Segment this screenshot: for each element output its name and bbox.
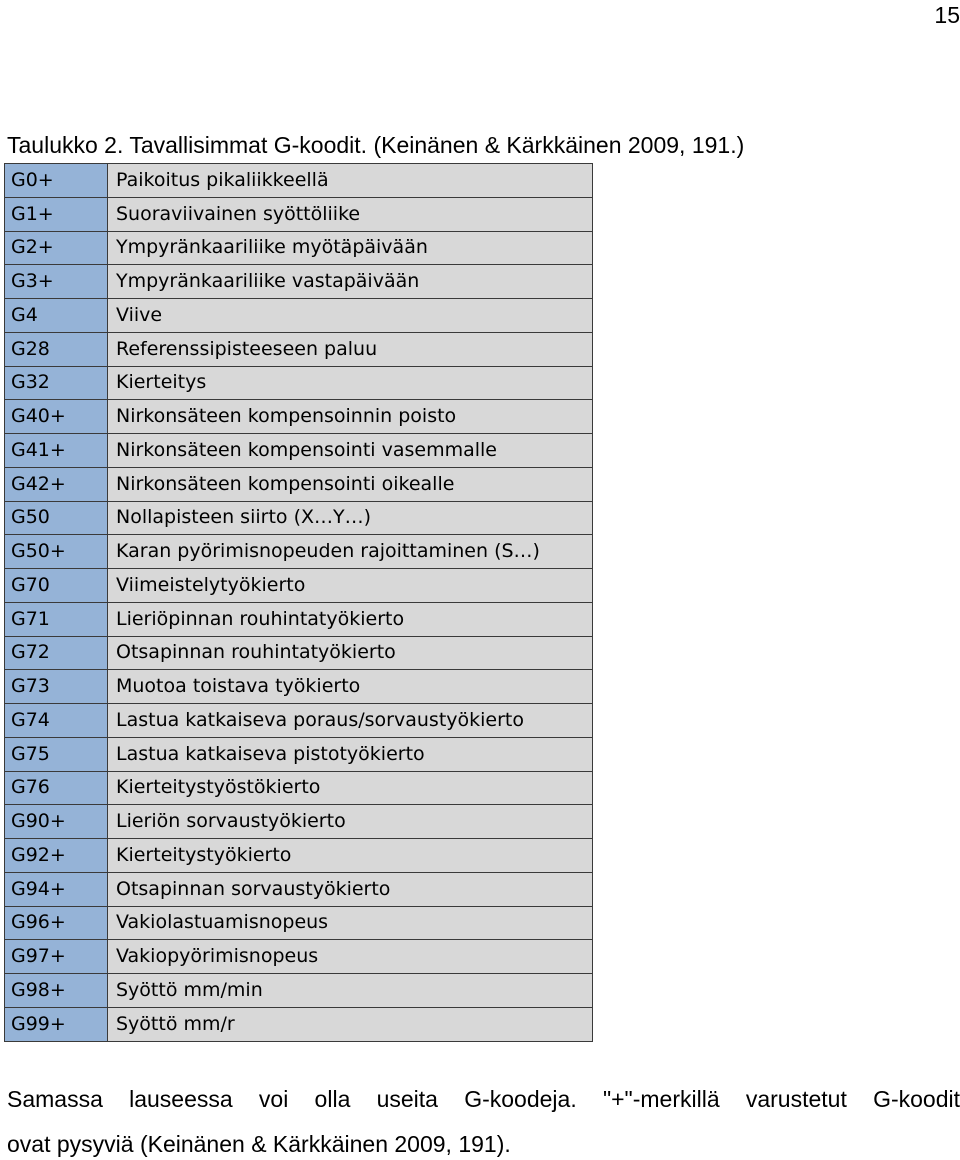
table-row — [5, 467, 593, 501]
description-cell: Viive — [108, 299, 593, 333]
table-row — [5, 974, 593, 1008]
g-code-cell: G50+ — [5, 535, 108, 569]
description-cell: Kierteitystyöstökierto — [108, 771, 593, 805]
description-cell: Nollapisteen siirto (X…Y…) — [108, 501, 593, 535]
g-code-cell: G70 — [5, 569, 108, 603]
g-code-cell: G4 — [5, 299, 108, 333]
description-cell: Vakiolastuamisnopeus — [108, 906, 593, 940]
g-code-cell: G75 — [5, 737, 108, 771]
g-code-cell: G71 — [5, 602, 108, 636]
description-cell: Otsapinnan sorvaustyökierto — [108, 872, 593, 906]
description-cell: Ympyränkaariliike myötäpäivään — [108, 231, 593, 265]
description-cell: Lieriön sorvaustyökierto — [108, 805, 593, 839]
description-cell: Lastua katkaiseva poraus/sorvaustyökierto — [108, 704, 593, 738]
g-code-cell: G32 — [5, 366, 108, 400]
g-code-cell: G40+ — [5, 400, 108, 434]
description-cell: Muotoa toistava työkierto — [108, 670, 593, 704]
g-code-cell: G99+ — [5, 1007, 108, 1041]
g-code-cell: G73 — [5, 670, 108, 704]
table-row — [5, 434, 593, 468]
description-cell: Syöttö mm/min — [108, 974, 593, 1008]
description-cell: Referenssipisteeseen paluu — [108, 332, 593, 366]
table-row — [5, 906, 593, 940]
table-row — [5, 569, 593, 603]
table-row — [5, 265, 593, 299]
g-code-cell: G76 — [5, 771, 108, 805]
table-row — [5, 602, 593, 636]
table-row — [5, 636, 593, 670]
paragraph-line-2: ovat pysyviä (Keinänen & Kärkkäinen 2009, 191). — [7, 1131, 511, 1157]
description-cell: Vakiopyörimisnopeus — [108, 940, 593, 974]
table-row — [5, 501, 593, 535]
g-code-cell: G98+ — [5, 974, 108, 1008]
description-cell: Nirkonsäteen kompensointi oikealle — [108, 467, 593, 501]
table-row — [5, 299, 593, 333]
g-code-cell: G1+ — [5, 197, 108, 231]
description-cell: Lastua katkaiseva pistotyökierto — [108, 737, 593, 771]
table-row — [5, 164, 593, 198]
g-code-table — [4, 163, 593, 1042]
g-code-cell: G50 — [5, 501, 108, 535]
table-row — [5, 1007, 593, 1041]
table-row — [5, 670, 593, 704]
g-code-cell: G94+ — [5, 872, 108, 906]
description-cell: Syöttö mm/r — [108, 1007, 593, 1041]
description-cell: Nirkonsäteen kompensoinnin poisto — [108, 400, 593, 434]
g-code-cell: G41+ — [5, 434, 108, 468]
g-code-cell: G96+ — [5, 906, 108, 940]
table-row — [5, 940, 593, 974]
g-code-cell: G0+ — [5, 164, 108, 198]
g-code-cell: G97+ — [5, 940, 108, 974]
table-row — [5, 535, 593, 569]
table-row — [5, 197, 593, 231]
description-cell: Karan pyörimisnopeuden rajoittaminen (S…) — [108, 535, 593, 569]
table-row — [5, 400, 593, 434]
description-cell: Nirkonsäteen kompensointi vasemmalle — [108, 434, 593, 468]
description-cell: Lieriöpinnan rouhintatyökierto — [108, 602, 593, 636]
g-code-cell: G28 — [5, 332, 108, 366]
g-code-cell: G90+ — [5, 805, 108, 839]
table-row — [5, 771, 593, 805]
g-code-cell: G3+ — [5, 265, 108, 299]
g-code-cell: G74 — [5, 704, 108, 738]
g-code-cell: G2+ — [5, 231, 108, 265]
table-row — [5, 231, 593, 265]
table-row — [5, 805, 593, 839]
g-code-cell: G72 — [5, 636, 108, 670]
g-code-cell: G42+ — [5, 467, 108, 501]
table-body — [5, 164, 593, 1042]
paragraph-line-1: Samassa lauseessa voi olla useita G-koodeja. "+"-merkillä varustetut G-koodit — [7, 1086, 960, 1112]
description-cell: Kierteitystyökierto — [108, 839, 593, 873]
description-cell: Otsapinnan rouhintatyökierto — [108, 636, 593, 670]
description-cell: Suoraviivainen syöttöliike — [108, 197, 593, 231]
description-cell: Kierteitys — [108, 366, 593, 400]
description-cell: Paikoitus pikaliikkeellä — [108, 164, 593, 198]
table-caption: Taulukko 2. Tavallisimmat G-koodit. (Keinänen & Kärkkäinen 2009, 191.) — [7, 132, 745, 158]
description-cell: Ympyränkaariliike vastapäivään — [108, 265, 593, 299]
table-row — [5, 839, 593, 873]
table-row — [5, 704, 593, 738]
g-code-cell: G92+ — [5, 839, 108, 873]
page-number: 15 — [934, 2, 960, 28]
table-row — [5, 332, 593, 366]
description-cell: Viimeistelytyökierto — [108, 569, 593, 603]
table-row — [5, 737, 593, 771]
table-row — [5, 872, 593, 906]
table-row — [5, 366, 593, 400]
